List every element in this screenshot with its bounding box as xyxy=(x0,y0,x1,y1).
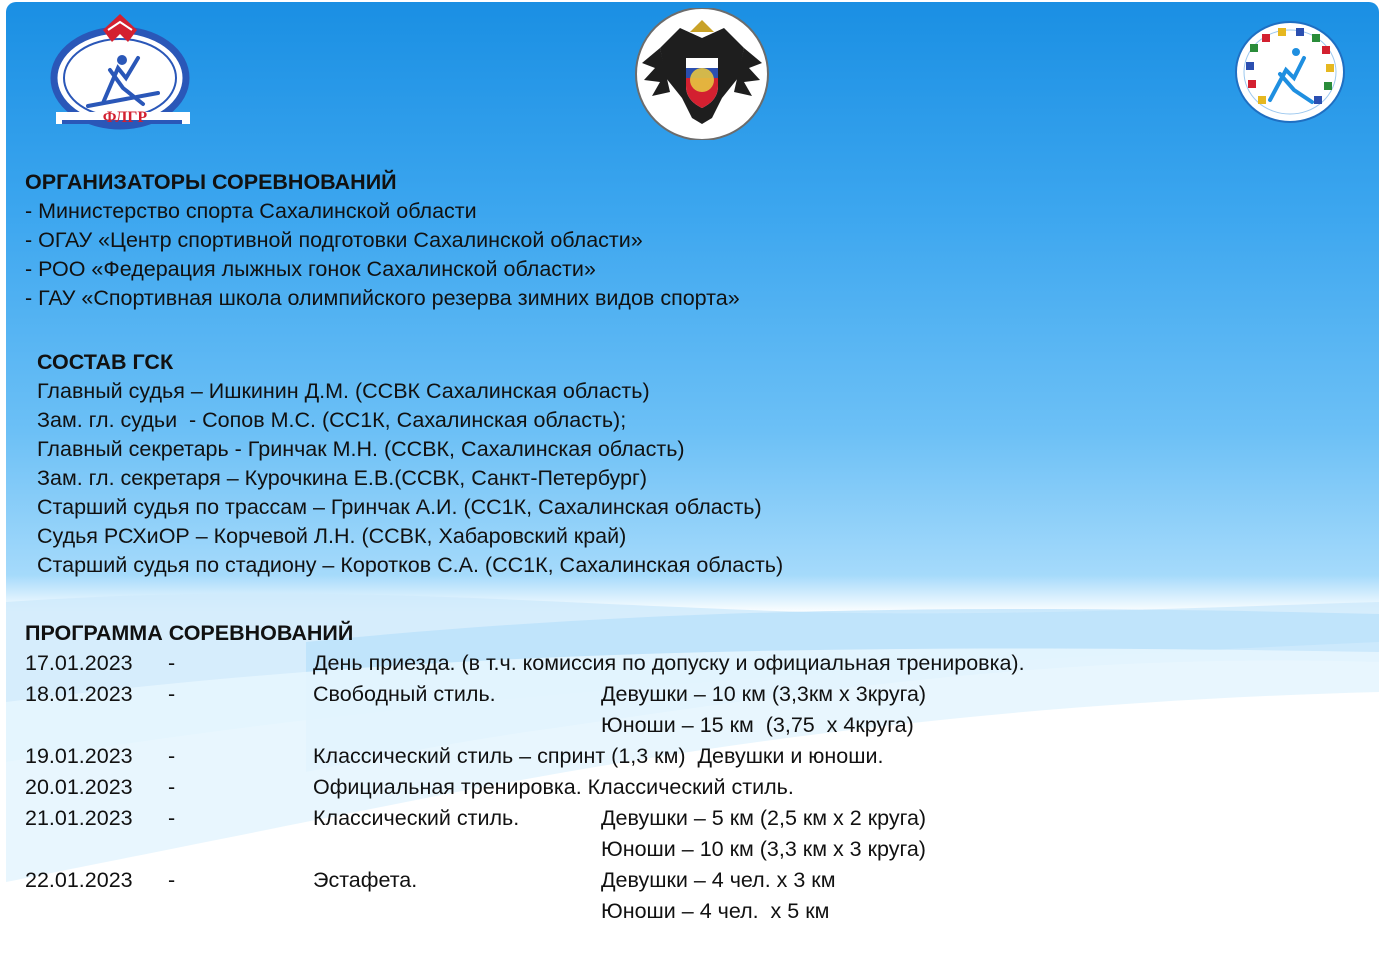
program-event: Эстафета. xyxy=(313,868,418,892)
program-event: Официальная тренировка. Классический стиль. xyxy=(313,775,794,799)
program-date: 18.01.2023 xyxy=(25,682,133,706)
gsk-title: СОСТАВ ГСК xyxy=(37,350,174,374)
program-event: Классический стиль – спринт (1,3 км) Девушки и юноши. xyxy=(313,744,884,768)
program-dash: - xyxy=(168,682,176,706)
program-date: 19.01.2023 xyxy=(25,744,133,768)
organizer-item: - Министерство спорта Сахалинской области xyxy=(25,199,477,223)
program-date: 22.01.2023 xyxy=(25,868,133,892)
program-detail: Юноши – 4 чел. х 5 км xyxy=(601,899,830,923)
gsk-item: Главный судья – Ишкинин Д.М. (ССВК Сахалинская область) xyxy=(37,379,650,403)
program-dash: - xyxy=(168,868,176,892)
organizer-item: - РОО «Федерация лыжных гонок Сахалинской области» xyxy=(25,257,596,281)
flgr-logo xyxy=(48,8,198,130)
program-detail: Девушки – 10 км (3,3км х 3круга) xyxy=(601,682,927,706)
organizer-item: - ГАУ «Спортивная школа олимпийского резерва зимних видов спорта» xyxy=(25,286,740,310)
program-dash: - xyxy=(168,806,176,830)
gsk-item: Судья РСХиОР – Корчевой Л.Н. (ССВК, Хабаровский край) xyxy=(37,524,627,548)
program-event: День приезда. (в т.ч. комиссия по допуску и официальная тренировка). xyxy=(313,651,1025,675)
russian-eagle-coat-of-arms-icon xyxy=(630,8,774,140)
program-detail: Девушки – 5 км (2,5 км х 2 круга) xyxy=(601,806,927,830)
gsk-item: Старший судья по стадиону – Коротков С.А. (СС1К, Сахалинская область) xyxy=(37,553,784,577)
flgr-logo-text: ФЛГР xyxy=(102,109,148,126)
program-event: Свободный стиль. xyxy=(313,682,496,706)
gsk-item: Зам. гл. секретаря – Курочкина Е.В.(ССВК, Санкт-Петербург) xyxy=(37,466,647,490)
gsk-item: Главный секретарь - Гринчак М.Н. (ССВК, Сахалинская область) xyxy=(37,437,685,461)
sakhalin-logo xyxy=(1234,20,1346,124)
program-date: 17.01.2023 xyxy=(25,651,133,675)
program-detail: Юноши – 10 км (3,3 км х 3 круга) xyxy=(601,837,926,861)
organizers-title: ОРГАНИЗАТОРЫ СОРЕВНОВАНИЙ xyxy=(25,170,397,194)
program-date: 20.01.2023 xyxy=(25,775,133,799)
program-dash: - xyxy=(168,775,176,799)
program-title: ПРОГРАММА СОРЕВНОВАНИЙ xyxy=(25,621,354,645)
program-detail: Девушки – 4 чел. х 3 км xyxy=(601,868,836,892)
ministry-logo xyxy=(630,8,774,140)
gsk-item: Зам. гл. судьи - Сопов М.С. (СС1К, Сахалинская область); xyxy=(37,408,627,432)
program-date: 21.01.2023 xyxy=(25,806,133,830)
organizer-item: - ОГАУ «Центр спортивной подготовки Сахалинской области» xyxy=(25,228,643,252)
program-dash: - xyxy=(168,651,176,675)
program-event: Классический стиль. xyxy=(313,806,520,830)
gsk-item: Старший судья по трассам – Гринчак А.И. (СС1К, Сахалинская область) xyxy=(37,495,762,519)
sakhalin-ski-emblem-icon xyxy=(1234,20,1346,124)
program-detail: Юноши – 15 км (3,75 х 4круга) xyxy=(601,713,914,737)
program-dash: - xyxy=(168,744,176,768)
